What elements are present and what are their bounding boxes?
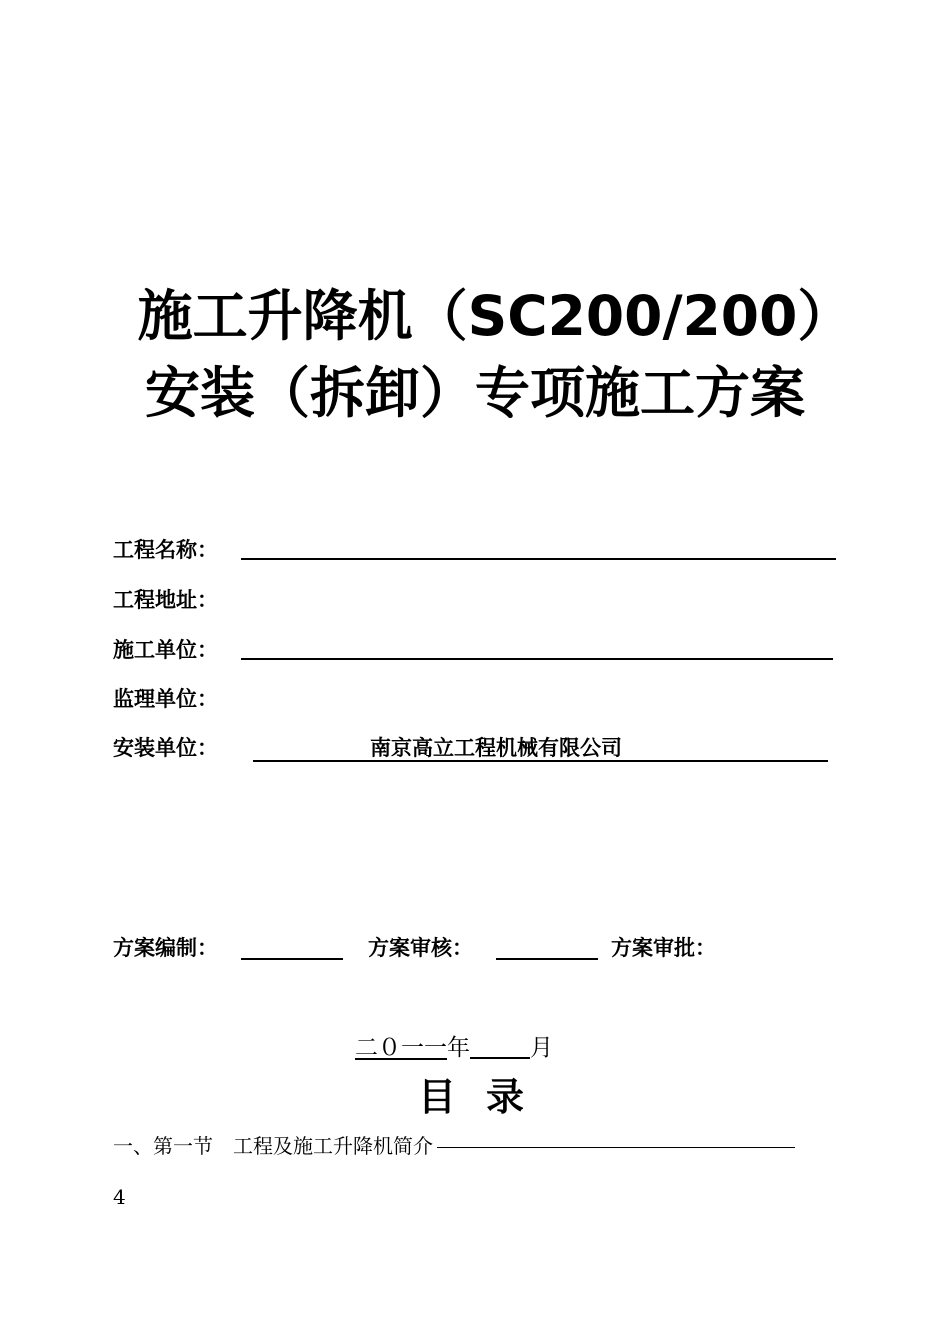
prepared-line xyxy=(241,958,343,960)
supervision-unit-label: 监理单位： xyxy=(113,687,218,711)
document-title-line-1: 施工升降机（SC200/200） xyxy=(137,284,853,348)
date-year-suffix: 年 xyxy=(447,1035,470,1061)
construction-unit-field xyxy=(113,640,218,661)
construction-unit-line xyxy=(241,658,833,660)
toc-entry[interactable] xyxy=(113,1136,836,1156)
date-year: 二０一一 xyxy=(355,1035,447,1061)
toc-title: 目录 xyxy=(417,1075,554,1119)
date-month-suffix: 月 xyxy=(530,1035,553,1061)
installation-unit-line xyxy=(253,760,828,762)
project-address-field xyxy=(113,590,218,611)
toc-entry-text: 一、第一节 工程及施工升降机简介 xyxy=(113,1136,433,1156)
prepared-label: 方案编制： xyxy=(113,936,218,960)
project-name-label: 工程名称： xyxy=(113,538,218,562)
installation-unit-label: 安装单位： xyxy=(113,736,218,760)
toc-leader xyxy=(437,1147,795,1148)
approved-label: 方案审批： xyxy=(611,936,716,960)
toc-entry-page: 4 xyxy=(113,1185,126,1209)
installation-unit-value: 南京高立工程机械有限公司 xyxy=(370,736,622,760)
date-month-blank xyxy=(470,1057,530,1059)
construction-unit-label: 施工单位： xyxy=(113,638,218,662)
document-title-line-2: 安装（拆卸）专项施工方案 xyxy=(144,361,805,425)
project-address-label: 工程地址： xyxy=(113,588,218,612)
project-name-line xyxy=(241,558,836,560)
reviewed-label: 方案审核： xyxy=(368,936,473,960)
document-date xyxy=(355,1037,553,1060)
installation-unit-field xyxy=(113,738,218,759)
project-name-field xyxy=(113,540,218,561)
reviewed-line xyxy=(496,958,598,960)
supervision-unit-field xyxy=(113,689,218,710)
